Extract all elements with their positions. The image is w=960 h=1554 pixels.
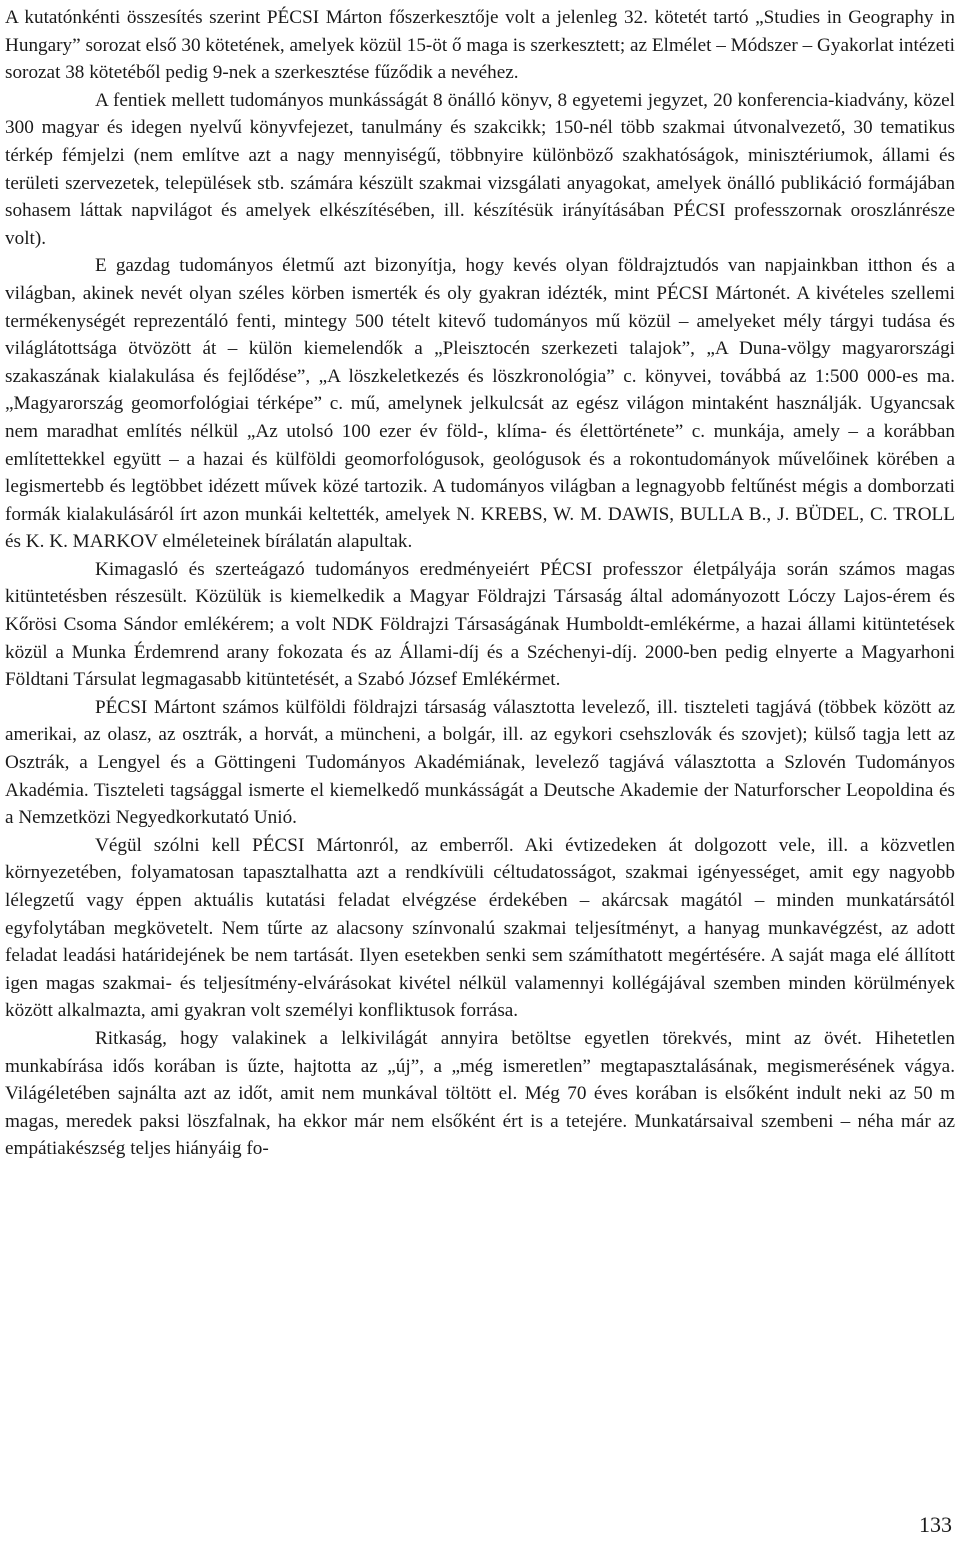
page-body <box>5 4 955 1163</box>
page-number: 133 <box>919 1512 952 1537</box>
paragraph-3: E gazdag tudományos életmű azt bizonyítja, hogy kevés olyan földrajztudós van napjainkban itthon és a világban, akinek nevét olyan széles körben ismerték és oly gyakran idézték, mint PÉCSI Mártonét. A kivételes szellemi termékenységét reprezentáló fenti, mintegy 500 tételt kitevő tudományos mű közül – amelyeket mély tárgyi tudása és világlátottsága ötvözött át – külön kiemelendők a „Pleisztocén szerkezeti talajok”, „A Duna-völgy magyarországi szakaszának kialakulása és fejlődése”, „A löszkeletkezés és löszkronológia” c. könyvei, továbbá az 1:500 000-es ma. „Magyarország geomorfológiai térképe” c. mű, amelynek jelkulcsát az egész világon mintaként használják. Ugyancsak nem maradhat említés nélkül „Az utolsó 100 ezer év föld-, klíma- és élettörténete” c. munkája, amely – a korábban említettekkel együtt – a hazai és külföldi geomorfológusok, geológusok és a rokontudományok művelőinek körében a legismertebb és legtöbbet idézett művek közé tartozik. A tudományos világban a legnagyobb feltűnést mégis a domborzati formák kialakulásáról írt azon munkái keltették, amelyek N. KREBS, W. M. DAWIS, BULLA B., J. BÜDEL, C. TROLL és K. K. MARKOV elméleteinek bírálatán alapultak. <box>5 255 955 553</box>
paragraph-4: Kimagasló és szerteágazó tudományos eredményeiért PÉCSI professzor életpályája során számos magas kitüntetésben részesült. Közülük is kiemelkedik a Magyar Földrajzi Társaság által adományozott Lóczy Lajos-érem és Kőrösi Csoma Sándor emlékérem; a volt NDK Földrajzi Társaságának Humboldt-emlékérme, a hazai állami kitüntetések közül a Munka Érdemrend arany fokozata és az Állami-díj és a Széchenyi-díj. 2000-ben pedig elnyerte a Magyarhoni Földtani Társulat legmagasabb kitüntetését, a Szabó József Emlékérmet. <box>5 558 955 691</box>
paragraph-7: Ritkaság, hogy valakinek a lelkivilágát annyira betöltse egyetlen törekvés, mint az övét. Hihetetlen munkabírása idős korában is űzte, hajtotta az „új”, a „még ismeretlen” megtapasztalásának, megismerésének vágya. Világéletében sajnálta azt az időt, amit nem munkával töltött el. Még 70 éves korában is elsőként indult neki az 50 m magas, meredek paksi löszfalnak, ha ekkor már nem elsőként ért is a tetejére. Munkatársaival szembeni – néha már az empátiakészség teljes hiányáig fo- <box>5 1027 955 1160</box>
paragraph-6: Végül szólni kell PÉCSI Mártonról, az emberről. Aki évtizedeken át dolgozott vele, ill. a közvetlen környezetében, folyamatosan tapasztalhatta azt a rendkívüli céltudatosságot, szakmai igényességet, amit egy nagyobb lélegzetű vagy éppen aktuális kutatási feladat elvégzése érdekében – akárcsak magától – minden munkatársától egyfolytában megkövetelt. Nem tűrte az alacsony színvonalú szakmai teljesítményt, a hanyag munkavégzést, az adott feladat leadási határidejének be nem tartását. Ilyen esetekben senki sem számíthatott megértésére. A saját maga elé állított igen magas szakmai- és teljesítmény-elvárásokat kivétel nélkül valamennyi kollégájával szemben minden körülmények között alkalmazta, ami gyakran volt személyi konfliktusok forrása. <box>5 834 955 1022</box>
paragraph-1: A kutatónkénti összesítés szerint PÉCSI Márton főszerkesztője volt a jelenleg 32. kötetét tartó „Studies in Geography in Hungary” sorozat első 30 kötetének, amelyek közül 15-öt ő maga is szerkesztett; az Elmélet – Módszer – Gyakorlat intézeti sorozat 38 kötetéből pedig 9-nek a szerkesztése fűződik a nevéhez. <box>5 7 955 84</box>
paragraph-2: A fentiek mellett tudományos munkásságát 8 önálló könyv, 8 egyetemi jegyzet, 20 konferencia-kiadvány, közel 300 magyar és idegen nyelvű könyvfejezet, tanulmány és szakcikk; 150-nél több szakmai útvonalvezető, 30 tematikus térkép fémjelzi (nem említve azt a nagy mennyiségű, többnyire különböző szakhatóságok, minisztériumok, állami és területi szervezetek, települések stb. számára készült szakmai vizsgálati anyagokat, amelyek önálló publikáció formájában sohasem láttak napvilágot és amelyek elkészítésében, ill. készítésük irányításában PÉCSI professzornak oroszlánrésze volt). <box>5 89 955 249</box>
paragraph-5: PÉCSI Mártont számos külföldi földrajzi társaság választotta levelező, ill. tiszteleti tagjává (többek között az amerikai, az olasz, az osztrák, a horvát, a müncheni, a bolgár, ill. az egykori csehszlovák és szovjet); külső tagja lett az Osztrák, a Lengyel és a Göttingeni Tudományos Akadémiának, levelező tagjává választotta a Szlovén Tudományos Akadémia. Tiszteleti tagsággal ismerte el kiemelkedő munkásságát a Deutsche Akademie der Naturforscher Leopoldina és a Nemzetközi Negyedkorkutató Unió. <box>5 696 955 829</box>
